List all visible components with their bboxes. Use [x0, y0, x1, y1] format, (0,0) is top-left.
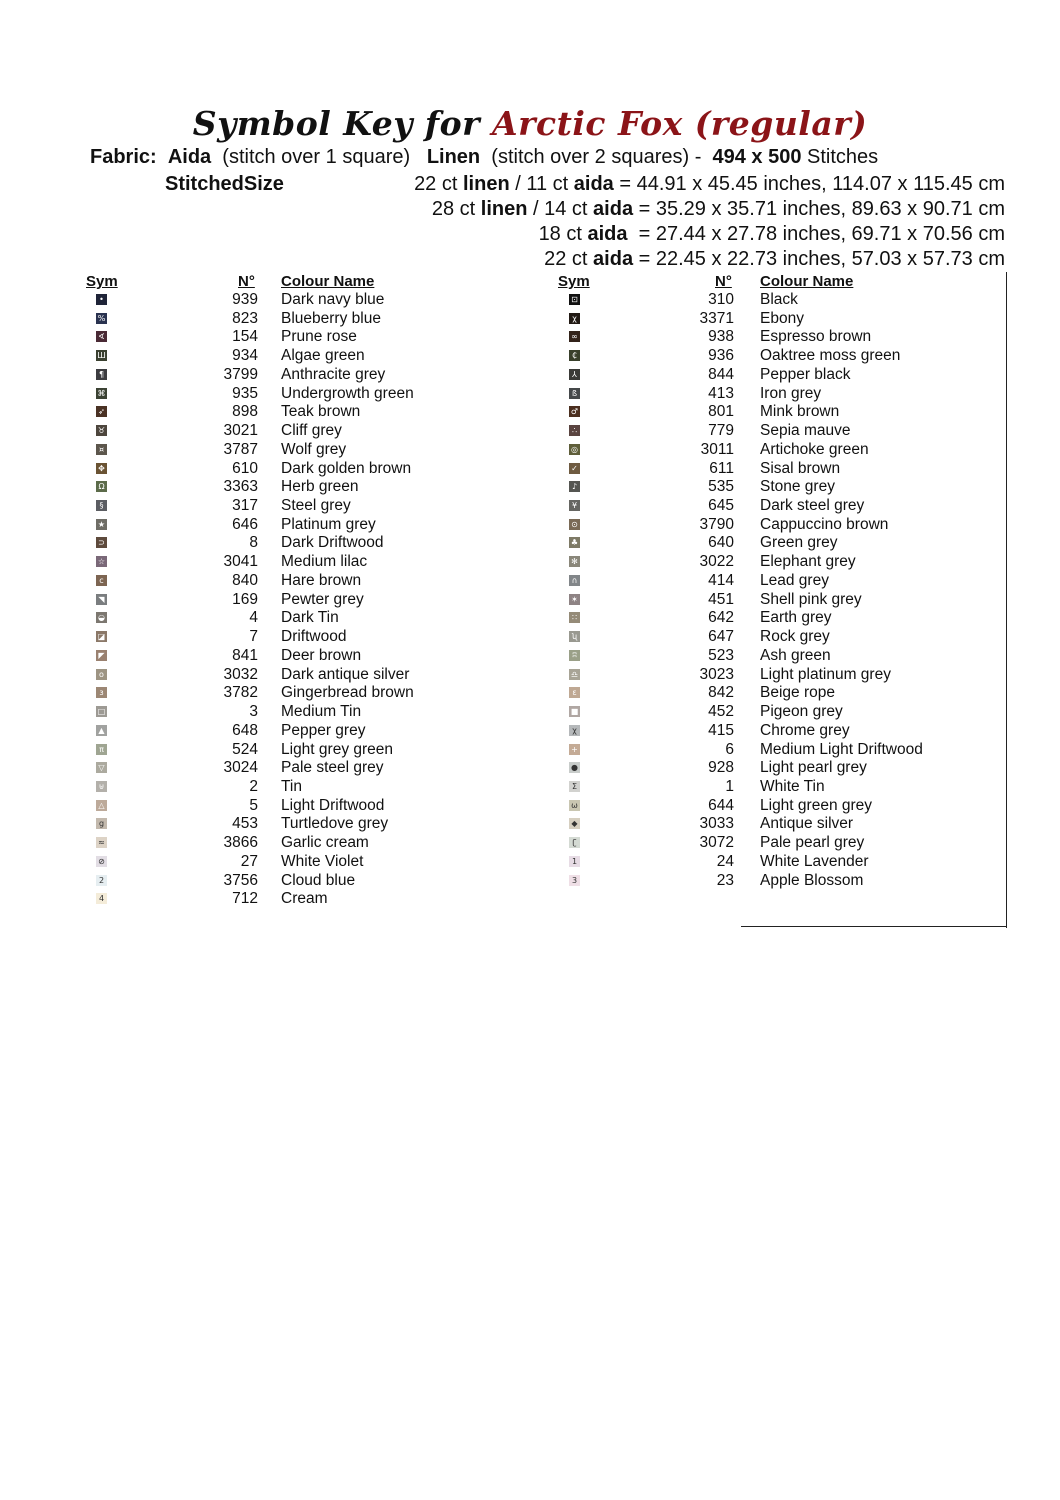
right-colour-row: [0, 834, 1060, 852]
colour-number: 3072: [699, 834, 734, 852]
symbol-swatch-icon: ♣: [570, 538, 579, 548]
colour-name: Pewter grey: [281, 590, 364, 608]
symbol-swatch-icon: ¤: [96, 444, 107, 455]
symbol-swatch-icon: •: [96, 294, 107, 305]
symbol-swatch-icon: ⅄: [569, 369, 580, 380]
left-header-no: N°: [238, 273, 255, 290]
colour-number: 936: [708, 347, 734, 365]
colour-number: 3782: [223, 684, 258, 702]
colour-number: 3033: [699, 815, 734, 833]
symbol-swatch-icon: %: [97, 313, 106, 323]
colour-name: Pigeon grey: [760, 703, 843, 721]
symbol-swatch-icon: ʭ: [569, 650, 580, 661]
colour-number: 154: [232, 328, 258, 346]
colour-name: Earth grey: [760, 609, 832, 627]
colour-number: 640: [708, 534, 734, 552]
colour-name: Mink brown: [760, 403, 840, 421]
colour-name: Espresso brown: [760, 328, 872, 346]
right-colour-row: [0, 553, 1060, 571]
colour-number: 6: [725, 740, 734, 758]
symbol-swatch-icon: ♂: [570, 407, 579, 417]
colour-number: 415: [708, 721, 734, 739]
colour-name: Tin: [281, 777, 302, 795]
colour-number: 3023: [699, 665, 734, 683]
symbol-swatch-icon: χ: [569, 725, 580, 736]
title-prefix: Symbol Key for: [192, 104, 480, 143]
colour-number: 3: [249, 703, 258, 721]
fabric-aida: Aida: [167, 146, 212, 168]
symbol-swatch-icon: ⊙: [569, 519, 580, 530]
right-header-sym: Sym: [558, 273, 590, 290]
colour-name: Cloud blue: [281, 871, 356, 889]
symbol-swatch-icon: ♉: [97, 426, 106, 436]
colour-name: Light pearl grey: [760, 759, 867, 777]
symbol-swatch-icon: □: [97, 707, 106, 717]
right-colour-row: [0, 478, 1060, 496]
colour-name: White Violet: [281, 852, 364, 870]
colour-number: 801: [708, 403, 734, 421]
symbol-swatch-icon: ≈: [96, 837, 107, 848]
symbol-swatch-icon: o: [96, 669, 107, 680]
colour-name: Pepper black: [760, 365, 851, 383]
colour-name: Gingerbread brown: [281, 684, 414, 702]
right-colour-row: [0, 366, 1060, 384]
colour-name: Black: [760, 291, 798, 308]
colour-name: Cream: [281, 890, 328, 908]
colour-name: Light platinum grey: [760, 665, 891, 683]
symbol-swatch-icon: ɜ: [96, 687, 107, 698]
colour-name: Dark steel grey: [760, 497, 865, 515]
colour-number: 3371: [699, 309, 734, 327]
colour-number: 928: [708, 759, 734, 777]
size-part-b1: linen: [480, 198, 528, 220]
colour-name: Medium lilac: [281, 553, 368, 571]
colour-number: 935: [232, 384, 258, 402]
symbol-swatch-icon: ∢: [96, 331, 107, 342]
colour-number: 3790: [699, 515, 734, 533]
colour-number: 3787: [223, 440, 258, 458]
symbol-swatch-icon: ◎: [569, 444, 580, 455]
colour-name: Light green grey: [760, 796, 873, 814]
right-colour-row: [0, 516, 1060, 534]
symbol-swatch-icon: ß: [569, 388, 580, 399]
colour-name: Medium Tin: [281, 703, 362, 721]
right-colour-row: [0, 853, 1060, 871]
colour-number: 3756: [223, 871, 258, 889]
colour-number: 452: [708, 703, 734, 721]
colour-number: 27: [240, 852, 258, 870]
symbol-swatch-icon: ¥: [569, 500, 580, 511]
symbol-swatch-icon: ✶: [569, 594, 580, 605]
right-colour-row: [0, 872, 1060, 890]
colour-number: 413: [708, 384, 734, 402]
colour-number: 648: [232, 721, 258, 739]
size-part-mid: / 14 ct: [527, 198, 594, 220]
right-colour-row: [0, 441, 1060, 459]
right-colour-row: [0, 422, 1060, 440]
left-header-name: Colour Name: [281, 273, 375, 290]
colour-name: Dark antique silver: [281, 665, 410, 683]
colour-name: Teak brown: [281, 403, 361, 421]
colour-number: 451: [708, 590, 734, 608]
colour-name: Light Driftwood: [281, 796, 385, 814]
colour-number: 841: [232, 646, 258, 664]
size-part-post: = 22.45 x 22.73 inches, 57.03 x 57.73 cm: [633, 248, 1005, 270]
symbol-swatch-icon: χ: [569, 313, 580, 324]
colour-name: Elephant grey: [760, 553, 856, 571]
fabric-label: Fabric:: [90, 146, 157, 168]
size-part-post: = 44.91 x 45.45 inches, 114.07 x 115.45 cm: [613, 173, 1005, 195]
symbol-swatch-icon: ʯ: [569, 631, 580, 642]
symbol-swatch-icon: ◪: [97, 632, 106, 642]
colour-number: 5: [249, 796, 258, 814]
colour-number: 934: [232, 347, 258, 365]
symbol-swatch-icon: ◒: [96, 612, 107, 623]
symbol-swatch-icon: Σ: [569, 781, 580, 792]
symbol-swatch-icon: Ш: [97, 351, 106, 361]
symbol-swatch-icon: 4: [96, 893, 107, 904]
colour-name: Iron grey: [760, 384, 822, 402]
symbol-swatch-icon: c: [96, 575, 107, 586]
colour-name: Chrome grey: [760, 721, 850, 739]
symbol-swatch-icon: ♎: [570, 669, 579, 679]
colour-name: Light grey green: [281, 740, 394, 758]
symbol-swatch-icon: +: [569, 744, 580, 755]
stitched-size-line: [544, 248, 1005, 271]
symbol-swatch-icon: △: [96, 800, 107, 811]
colour-number: 3022: [699, 553, 734, 571]
colour-number: 414: [708, 571, 734, 589]
title-name: Arctic Fox (regular): [492, 104, 868, 143]
fabric-linen-note: (stitch over 2 squares) -: [491, 146, 702, 168]
right-colour-row: [0, 310, 1060, 328]
right-colour-row: [0, 328, 1060, 346]
right-colour-row: [0, 609, 1060, 627]
colour-name: Cappuccino brown: [760, 515, 889, 533]
right-colour-row: [0, 385, 1060, 403]
symbol-swatch-icon: ★: [97, 519, 106, 529]
colour-name: Lead grey: [760, 571, 829, 589]
colour-number: 524: [232, 740, 258, 758]
symbol-swatch-icon: ◥: [96, 594, 107, 605]
colour-name: Medium Light Driftwood: [760, 740, 923, 758]
right-colour-row: [0, 759, 1060, 777]
colour-number: 647: [708, 628, 734, 646]
colour-number: 453: [232, 815, 258, 833]
symbol-swatch-icon: ▲: [96, 725, 107, 736]
colour-number: 842: [708, 684, 734, 702]
colour-number: 2: [249, 777, 258, 795]
colour-number: 535: [708, 478, 734, 496]
size-part-b2: aida: [593, 248, 634, 270]
stitched-size-line: [414, 173, 1005, 196]
colour-name: Green grey: [760, 534, 838, 552]
colour-number: 24: [716, 852, 734, 870]
symbol-swatch-icon: ■: [570, 707, 579, 717]
symbol-swatch-icon: ➶: [96, 406, 107, 417]
colour-number: 779: [708, 422, 734, 440]
symbol-swatch-icon: ♪: [569, 481, 580, 492]
colour-number: 646: [232, 515, 258, 533]
symbol-swatch-icon: ∷: [569, 612, 580, 623]
colour-number: 644: [708, 796, 734, 814]
colour-name: Wolf grey: [281, 440, 347, 458]
colour-name: Artichoke green: [760, 440, 869, 458]
right-header-name: Colour Name: [760, 273, 854, 290]
colour-number: 610: [232, 459, 258, 477]
colour-number: 3021: [223, 422, 258, 440]
size-part-b2: aida: [593, 198, 634, 220]
right-colour-row: [0, 572, 1060, 590]
size-part-pre: 22 ct: [544, 248, 594, 270]
colour-name: Deer brown: [281, 646, 362, 664]
size-part-pre: 18 ct: [538, 223, 588, 245]
colour-name: Stone grey: [760, 478, 835, 496]
colour-number: 642: [708, 609, 734, 627]
symbol-swatch-icon: ⊃: [96, 537, 107, 548]
colour-name: Apple Blossom: [760, 871, 864, 889]
size-part-pre: 28 ct: [431, 198, 481, 220]
right-colour-row: [0, 797, 1060, 815]
symbol-swatch-icon: ✓: [569, 463, 580, 474]
colour-name: Pale steel grey: [281, 759, 384, 777]
colour-name: Steel grey: [281, 497, 351, 515]
symbol-swatch-icon: ω: [569, 800, 580, 811]
symbol-swatch-icon: ʗ: [569, 837, 580, 848]
symbol-swatch-icon: ◤: [96, 650, 107, 661]
right-colour-row: [0, 534, 1060, 552]
colour-number: 3363: [223, 478, 258, 496]
colour-name: Oaktree moss green: [760, 347, 901, 365]
colour-number: 3799: [223, 365, 258, 383]
colour-name: Ash green: [760, 646, 831, 664]
left-header-sym: Sym: [86, 273, 118, 290]
right-colour-row: [0, 703, 1060, 721]
symbol-swatch-icon: ¶: [96, 369, 107, 380]
colour-name: Shell pink grey: [760, 590, 862, 608]
size-part-post: = 27.44 x 27.78 inches, 69.71 x 70.56 cm: [627, 223, 1005, 245]
size-part-b1: linen: [462, 173, 510, 195]
stitches-word: Stitches: [807, 146, 879, 168]
right-colour-row: [0, 722, 1060, 740]
colour-number: 23: [716, 871, 734, 889]
symbol-swatch-icon: ∩: [569, 575, 580, 586]
symbol-swatch-icon: Ω: [96, 481, 107, 492]
colour-number: 8: [249, 534, 258, 552]
size-part-mid: / 11 ct: [509, 173, 574, 195]
colour-number: 3866: [223, 834, 258, 852]
stitched-size-line: [432, 198, 1005, 221]
colour-name: Anthracite grey: [281, 365, 386, 383]
stitched-size-line: [539, 223, 1005, 246]
colour-number: 310: [708, 291, 734, 308]
colour-number: 1: [725, 777, 734, 795]
colour-name: Dark Tin: [281, 609, 339, 627]
symbol-swatch-icon: §: [96, 500, 107, 511]
colour-name: Hare brown: [281, 571, 362, 589]
symbol-swatch-icon: π: [96, 744, 107, 755]
colour-name: Pepper grey: [281, 721, 366, 739]
right-colour-row: [0, 497, 1060, 515]
symbol-swatch-icon: g: [96, 818, 107, 829]
symbol-swatch-icon: 1: [569, 856, 580, 867]
colour-name: Sisal brown: [760, 459, 841, 477]
table-border-bottom: [741, 926, 1007, 927]
colour-number: 939: [232, 291, 258, 308]
right-colour-row: [0, 460, 1060, 478]
right-colour-row: [0, 778, 1060, 796]
colour-number: 317: [232, 497, 258, 515]
symbol-swatch-icon: ₵: [569, 350, 580, 361]
colour-number: 898: [232, 403, 258, 421]
right-colour-row: [0, 741, 1060, 759]
right-colour-row: [0, 591, 1060, 609]
colour-number: 3041: [223, 553, 258, 571]
colour-number: 523: [708, 646, 734, 664]
right-header-no: N°: [715, 273, 732, 290]
right-colour-row: [0, 628, 1060, 646]
symbol-swatch-icon: ◆: [569, 818, 580, 829]
colour-number: 823: [232, 309, 258, 327]
colour-number: 169: [232, 590, 258, 608]
colour-name: White Lavender: [760, 852, 869, 870]
symbol-swatch-icon: 2: [96, 875, 107, 886]
right-colour-row: [0, 647, 1060, 665]
table-border-right: [1006, 272, 1007, 928]
right-colour-row: [0, 347, 1060, 365]
colour-number: 3011: [700, 440, 734, 458]
colour-number: 645: [708, 497, 734, 515]
size-part-pre: 22 ct: [414, 173, 463, 195]
symbol-swatch-icon: ✥: [96, 463, 107, 474]
fabric-linen: Linen: [426, 146, 481, 168]
colour-name: Driftwood: [281, 628, 347, 646]
right-colour-row: [0, 815, 1060, 833]
colour-number: 3024: [223, 759, 258, 777]
colour-name: Platinum grey: [281, 515, 376, 533]
colour-name: Ebony: [760, 309, 804, 327]
colour-number: 7: [249, 628, 258, 646]
symbol-swatch-icon: ⊘: [96, 856, 107, 867]
colour-name: Cliff grey: [281, 422, 342, 440]
colour-name: Herb green: [281, 478, 359, 496]
symbol-swatch-icon: ⊎: [96, 781, 107, 792]
colour-number: 4: [249, 609, 258, 627]
colour-number: 712: [232, 890, 258, 908]
symbol-swatch-icon: ●: [569, 762, 580, 773]
symbol-swatch-icon: ∴: [569, 425, 580, 436]
colour-number: 3032: [223, 665, 258, 683]
size-part-b2: aida: [587, 223, 628, 245]
symbol-swatch-icon: ⊡: [569, 294, 580, 305]
colour-name: Prune rose: [281, 328, 357, 346]
colour-number: 840: [232, 571, 258, 589]
colour-name: Garlic cream: [281, 834, 369, 852]
colour-name: Rock grey: [760, 628, 830, 646]
stitched-size-label: StitchedSize: [165, 173, 284, 195]
symbol-swatch-icon: ✻: [569, 556, 580, 567]
colour-name: Turtledove grey: [281, 815, 389, 833]
colour-name: Blueberry blue: [281, 309, 381, 327]
symbol-swatch-icon: ∞: [569, 331, 580, 342]
colour-name: Antique silver: [760, 815, 854, 833]
page-title: [0, 104, 1060, 143]
fabric-line: [90, 146, 878, 169]
colour-number: 611: [709, 459, 734, 477]
colour-number: 844: [708, 365, 734, 383]
size-part-b2: aida: [573, 173, 614, 195]
symbol-swatch-icon: ε: [569, 687, 580, 698]
right-colour-row: [0, 684, 1060, 702]
fabric-aida-note: (stitch over 1 square): [222, 146, 411, 168]
left-colour-row: [0, 890, 1060, 908]
colour-name: Beige rope: [760, 684, 835, 702]
colour-name: Sepia mauve: [760, 422, 851, 440]
right-colour-row: [0, 403, 1060, 421]
symbol-swatch-icon: ▽: [96, 762, 107, 773]
colour-name: Undergrowth green: [281, 384, 414, 402]
colour-name: Dark golden brown: [281, 459, 412, 477]
size-part-post: = 35.29 x 35.71 inches, 89.63 x 90.71 cm: [633, 198, 1005, 220]
right-colour-row: [0, 291, 1060, 309]
colour-name: White Tin: [760, 777, 825, 795]
symbol-swatch-icon: ⌘: [97, 388, 106, 398]
stitch-count: 494 x 500: [712, 146, 802, 168]
colour-name: Dark navy blue: [281, 291, 385, 308]
colour-name: Dark Driftwood: [281, 534, 384, 552]
right-colour-row: [0, 666, 1060, 684]
symbol-swatch-icon: 3: [569, 875, 580, 886]
colour-name: Algae green: [281, 347, 365, 365]
symbol-swatch-icon: ☆: [97, 557, 106, 567]
colour-number: 938: [708, 328, 734, 346]
colour-name: Pale pearl grey: [760, 834, 865, 852]
